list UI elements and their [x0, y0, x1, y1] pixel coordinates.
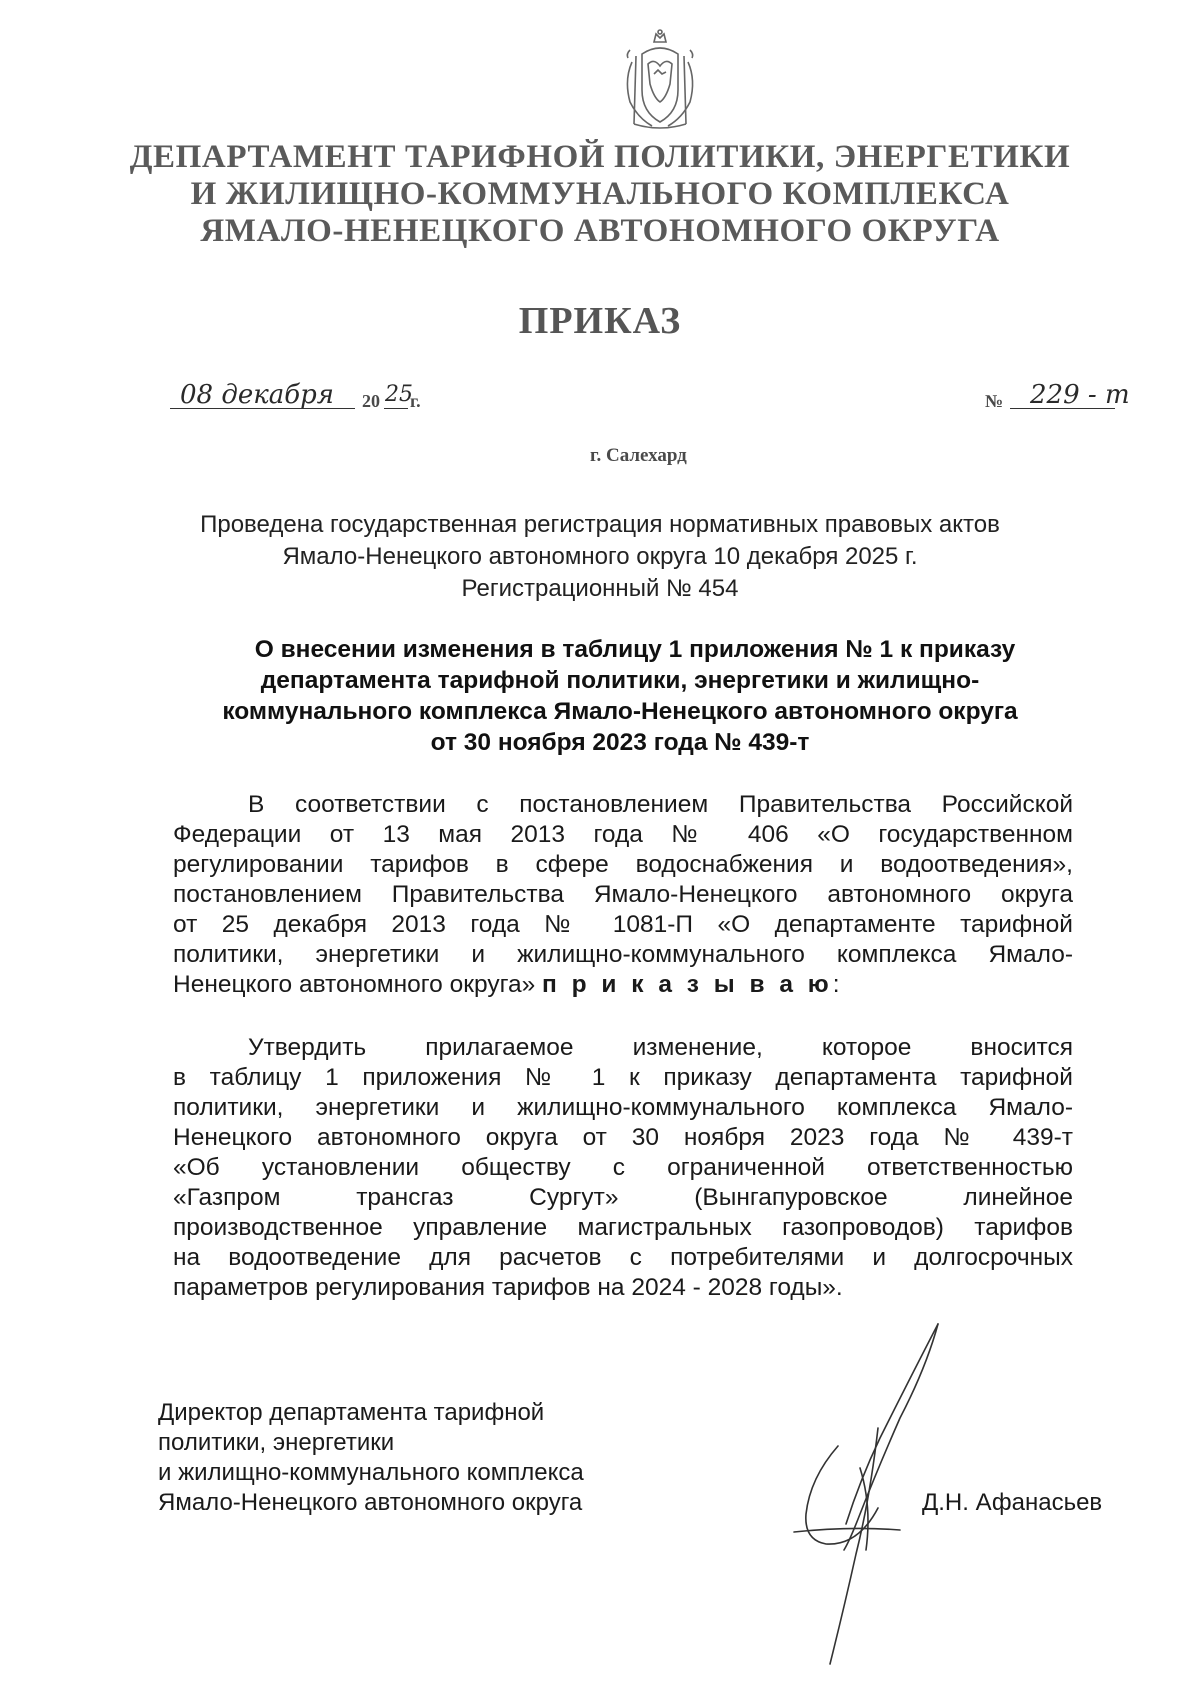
body-p2-line-6: «Газпром трансгаз Сургут» (Вынгапуровское линейное	[173, 1184, 1073, 1211]
number-label: №	[985, 391, 1004, 411]
signatory-position-line-1: Директор департамента тарифной	[158, 1399, 545, 1426]
city: г. Салехард	[590, 445, 687, 466]
signatory-position-line-4: Ямало-Ненецкого автономного округа	[158, 1489, 583, 1516]
body-p1-line-4: постановлением Правительства Ямало-Ненецкого автономного округа	[173, 881, 1073, 908]
body-p1-line-1: В соответствии с постановлением Правительства Российской	[248, 791, 1073, 818]
number-handwritten: 229 - т	[1030, 380, 1130, 410]
registration-line-2: Ямало-Ненецкого автономного округа 10 декабря 2025 г.	[282, 543, 918, 570]
order-word: п р и к а з ы в а ю	[542, 971, 833, 998]
body-p1-line-7	[173, 973, 1073, 998]
date-year-suffix: г.	[410, 391, 421, 411]
body-p1-line-5: от 25 декабря 2013 года № 1081-П «О департаменте тарифной	[173, 911, 1073, 938]
coat-of-arms-emblem	[618, 28, 702, 134]
signatory-name: Д.Н. Афанасьев	[922, 1489, 1103, 1516]
body-p2-line-3: политики, энергетики и жилищно-коммунального комплекса Ямало-	[173, 1094, 1073, 1121]
body-p1-line-2: Федерации от 13 мая 2013 года № 406 «О государственном	[173, 821, 1073, 848]
subject-line-1: О внесении изменения в таблицу 1 приложения № 1 к приказу	[254, 636, 1016, 663]
department-name-line-1: ДЕПАРТАМЕНТ ТАРИФНОЙ ПОЛИТИКИ, ЭНЕРГЕТИКИ	[129, 139, 1071, 175]
body-p2-line-7: производственное управление магистральных газопроводов) тарифов	[173, 1214, 1073, 1241]
date-year-handwritten: 25	[385, 382, 413, 407]
date-year-prefix: 20	[362, 391, 380, 411]
date-day-month: 08 декабря	[180, 380, 334, 410]
body-p2-line-1: Утвердить прилагаемое изменение, которое вносится	[248, 1034, 1073, 1061]
subject-line-4: от 30 ноября 2023 года № 439-т	[430, 729, 810, 756]
registration-line-1: Проведена государственная регистрация нормативных правовых актов	[200, 511, 1000, 538]
subject-line-2: департамента тарифной политики, энергетики и жилищно-	[260, 667, 980, 694]
body-p2-line-2: в таблицу 1 приложения № 1 к приказу департамента тарифной	[173, 1064, 1073, 1091]
department-name-line-2: И ЖИЛИЩНО-КОММУНАЛЬНОГО КОМПЛЕКСА	[190, 176, 1010, 212]
body-p1-line-3: регулировании тарифов в сфере водоснабжения и водоотведения»,	[173, 851, 1073, 878]
subject-line-3: коммунального комплекса Ямало-Ненецкого автономного округа	[222, 698, 1018, 725]
signatory-position-line-3: и жилищно-коммунального комплекса	[158, 1459, 584, 1486]
document-type-title: ПРИКАЗ	[518, 300, 682, 342]
department-name-line-3: ЯМАЛО-НЕНЕЦКОГО АВТОНОМНОГО ОКРУГА	[200, 213, 1000, 249]
registration-line-3: Регистрационный № 454	[461, 575, 739, 602]
body-p2-line-5: «Об установлении обществу с ограниченной ответственностью	[173, 1154, 1073, 1181]
body-p2-line-9: параметров регулирования тарифов на 2024 - 2028 годы».	[173, 1274, 843, 1301]
body-p1-line-6: политики, энергетики и жилищно-коммунального комплекса Ямало-	[173, 941, 1073, 968]
body-p2-line-8: на водоотведение для расчетов с потребителями и долгосрочных	[173, 1244, 1073, 1271]
year-underline	[384, 408, 408, 409]
signatory-position-line-2: политики, энергетики	[158, 1429, 395, 1456]
body-p1-line-7-text: Ненецкого автономного округа»	[173, 971, 536, 998]
order-colon: :	[832, 971, 840, 998]
body-p2-line-4: Ненецкого автономного округа от 30 ноября 2023 года № 439-т	[173, 1124, 1073, 1151]
